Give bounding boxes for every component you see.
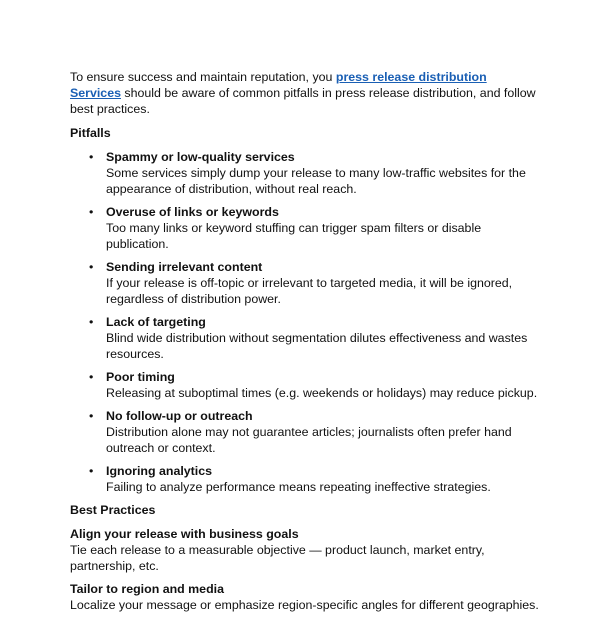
intro-text-before: To ensure success and maintain reputation, you <box>70 70 336 84</box>
pitfall-desc: If your release is off-topic or irrelevant to targeted media, it will be ignored, regardless of distribution power. <box>106 276 513 306</box>
pitfall-desc: Some services simply dump your release to many low-traffic websites for the appearance of distribution, without real reach. <box>106 166 526 196</box>
intro-paragraph <box>70 69 540 117</box>
bullet-icon: • <box>89 150 94 164</box>
list-item <box>70 149 540 197</box>
pitfall-desc: Blind wide distribution without segmentation dilutes effectiveness and wastes resources. <box>106 331 528 361</box>
pitfall-desc: Distribution alone may not guarantee articles; journalists often prefer hand outreach or context. <box>106 425 512 455</box>
pitfalls-list <box>70 149 540 495</box>
best-practice-title: Tailor to region and media <box>70 582 224 596</box>
pitfall-desc: Too many links or keyword stuffing can trigger spam filters or disable publication. <box>106 221 482 251</box>
bullet-icon: • <box>89 409 94 423</box>
list-item <box>70 259 540 307</box>
bullet-icon: • <box>89 260 94 274</box>
pitfall-title: Poor timing <box>106 370 175 384</box>
pitfall-title: Overuse of links or keywords <box>106 205 279 219</box>
pitfall-title: Ignoring analytics <box>106 464 213 478</box>
intro-text-after: should be aware of common pitfalls in press release distribution, and follow best practices. <box>70 86 536 116</box>
bullet-icon: • <box>89 464 94 478</box>
bullet-icon: • <box>89 315 94 329</box>
best-practice-desc: Tie each release to a measurable objective — product launch, market entry, partnership, etc. <box>70 543 485 573</box>
best-practice-title: Align your release with business goals <box>70 527 299 541</box>
pitfall-title: Sending irrelevant content <box>106 260 263 274</box>
press-release-services-link[interactable]: press release distribution Services <box>70 70 487 100</box>
bullet-icon: • <box>89 205 94 219</box>
pitfall-title: Lack of targeting <box>106 315 206 329</box>
bullet-icon: • <box>89 370 94 384</box>
best-practices-heading: Best Practices <box>70 503 156 517</box>
list-item <box>70 204 540 252</box>
list-item <box>70 463 540 495</box>
pitfall-desc: Failing to analyze performance means repeating ineffective strategies. <box>106 480 491 494</box>
best-practice-item <box>70 526 540 574</box>
pitfall-title: Spammy or low-quality services <box>106 150 295 164</box>
list-item <box>70 408 540 456</box>
document-body <box>70 69 540 620</box>
pitfall-title: No follow-up or outreach <box>106 409 253 423</box>
best-practice-desc: Localize your message or emphasize region-specific angles for different geographies. <box>70 598 539 612</box>
pitfall-desc: Releasing at suboptimal times (e.g. weekends or holidays) may reduce pickup. <box>106 386 538 400</box>
list-item <box>70 369 540 401</box>
list-item <box>70 314 540 362</box>
pitfalls-heading: Pitfalls <box>70 126 111 140</box>
best-practice-item <box>70 581 540 613</box>
